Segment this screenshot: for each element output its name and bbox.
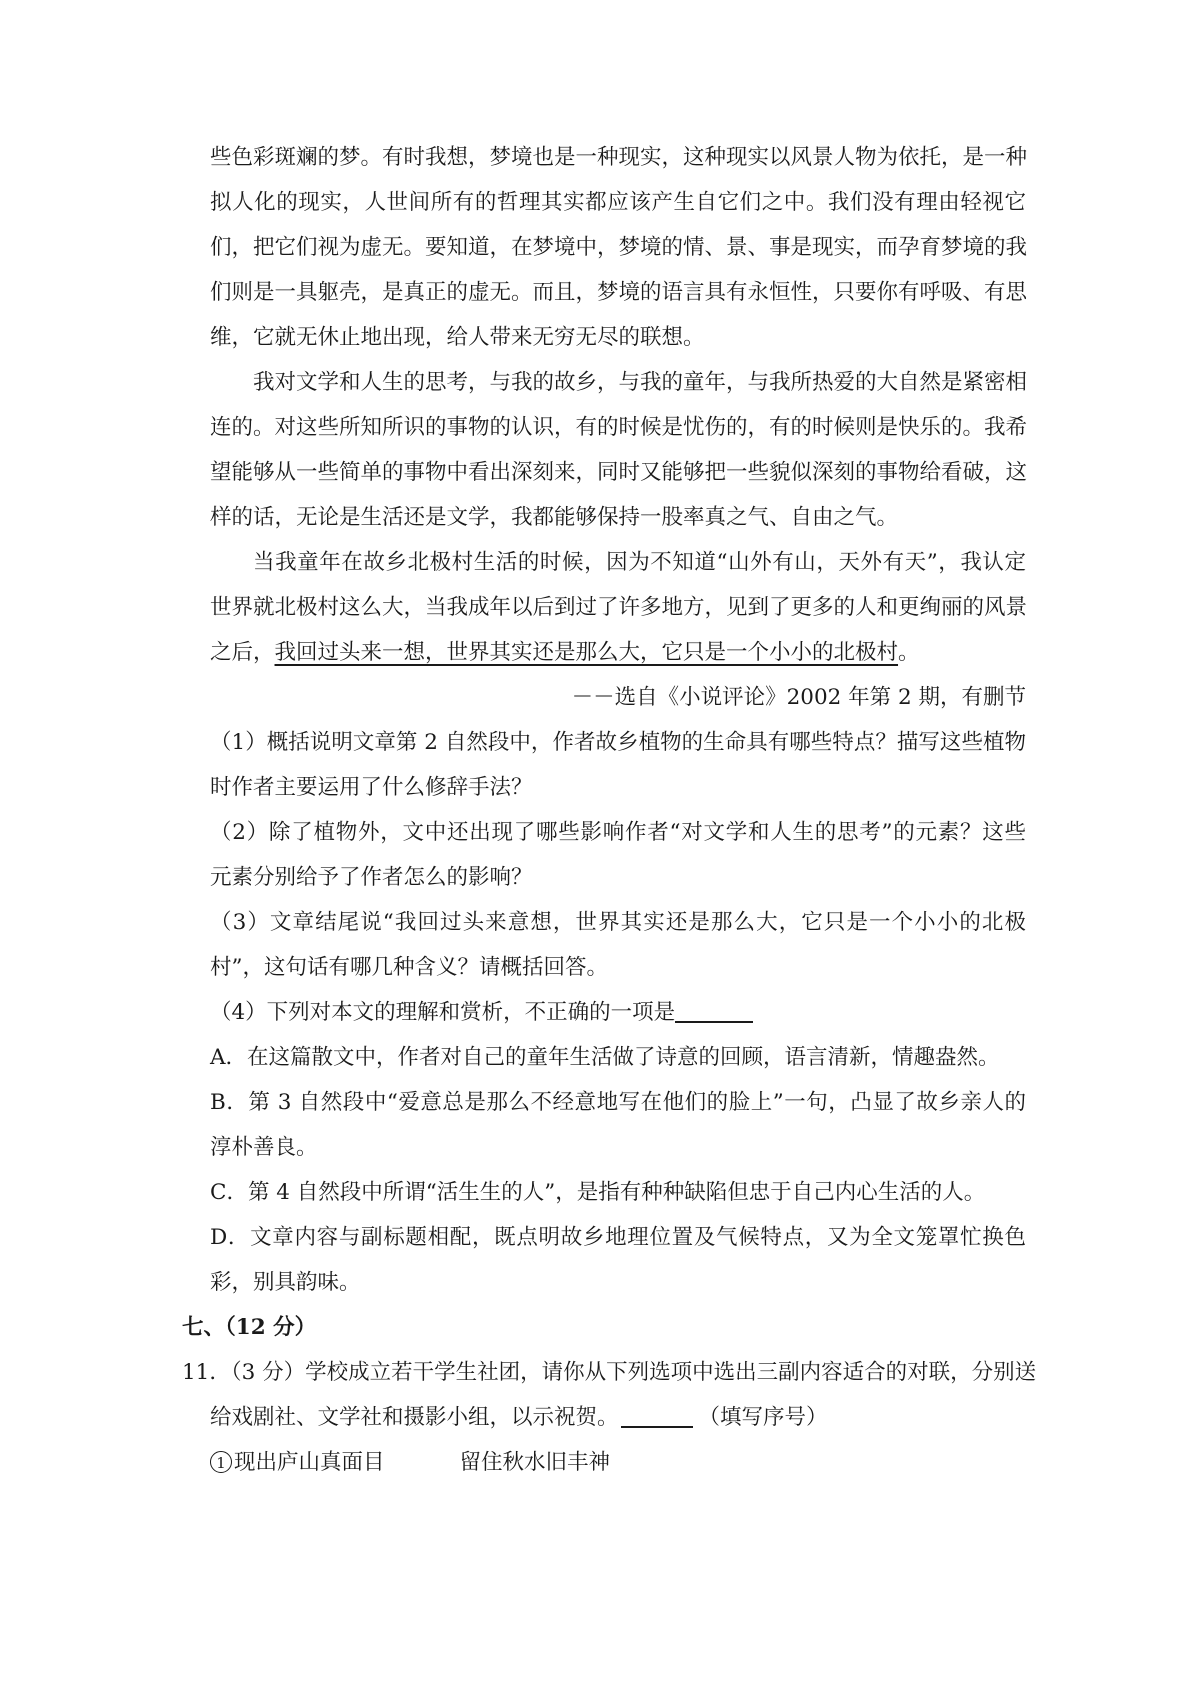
- para3-prefix: 之后，: [210, 640, 275, 665]
- passage-source: －－选自《小说评论》2002 年第 2 期，有删节: [571, 685, 1026, 710]
- passage-para3-line2: 世界就北极村这么大，当我成年以后到过了许多地方，见到了更多的人和更绚丽的风景: [210, 595, 1028, 620]
- question-2-line2: 元素分别给予了作者怎么的影响？: [210, 865, 533, 890]
- passage-para3-line3: [210, 638, 1026, 668]
- passage-para1-line1: 些色彩斑斓的梦。有时我想，梦境也是一种现实，这种现实以风景人物为依托，是一种: [210, 145, 1028, 170]
- option-a: A．在这篇散文中，作者对自己的童年生活做了诗意的回顾，语言清新，情趣盎然。: [210, 1045, 1000, 1070]
- question-1-line1: （1）概括说明文章第 2 自然段中，作者故乡植物的生命具有哪些特点？描写这些植物: [210, 730, 1026, 755]
- passage-para2-line4: 样的话，无论是生活还是文学，我都能够保持一股率真之气、自由之气。: [210, 505, 899, 530]
- couplet-left: 现出庐山真面目: [234, 1450, 385, 1475]
- passage-para2-line1: 我对文学和人生的思考，与我的故乡，与我的童年，与我所热爱的大自然是紧密相: [253, 370, 1028, 395]
- option-b-line2: 淳朴善良。: [210, 1135, 318, 1160]
- option-d-line1: D．文章内容与副标题相配，既点明故乡地理位置及气候特点，又为全文笼罩忙换色: [210, 1225, 1026, 1250]
- passage-para1-line2: 拟人化的现实，人世间所有的哲理其实都应该产生自它们之中。我们没有理由轻视它: [210, 190, 1026, 215]
- question-3-line2: 村”，这句话有哪几种含义？请概括回答。: [210, 955, 608, 980]
- question-4: [210, 998, 1026, 1028]
- question-2-line1: （2）除了植物外，文中还出现了哪些影响作者“对文学和人生的思考”的元素？这些: [210, 820, 1026, 845]
- para3-suffix: 。: [898, 640, 920, 665]
- option-b-line1: B．第 3 自然段中“爱意总是那么不经意地写在他们的脸上”一句，凸显了故乡亲人的: [210, 1090, 1026, 1115]
- question-3-line1: （3）文章结尾说“我回过头来意想，世界其实还是那么大，它只是一个小小的北极: [210, 910, 1026, 935]
- circled-number: 1: [210, 1451, 232, 1473]
- question-4-text: （4）下列对本文的理解和赏析，不正确的一项是: [210, 1000, 676, 1025]
- option-d-line2: 彩，别具韵味。: [210, 1270, 361, 1295]
- answer-blank: [621, 1404, 693, 1428]
- passage-para2-line3: 望能够从一些简单的事物中看出深刻来，同时又能够把一些貌似深刻的事物给看破，这: [210, 460, 1028, 485]
- passage-para1-line3: 们，把它们视为虚无。要知道，在梦境中，梦境的情、景、事是现实，而孕育梦境的我: [210, 235, 1028, 260]
- question-11-line2: [210, 1403, 1026, 1433]
- underlined-sentence: 我回过头来一想，世界其实还是那么大，它只是一个小小的北极村: [274, 640, 899, 665]
- passage-para3-line1: 当我童年在故乡北极村生活的时候，因为不知道“山外有山，天外有天”，我认定: [253, 550, 1026, 575]
- option-c: C．第 4 自然段中所谓“活生生的人”，是指有种种缺陷但忠于自己内心生活的人。: [210, 1180, 986, 1205]
- couplet-right: 留住秋水旧丰神: [459, 1450, 611, 1475]
- question-11-line2-text: 给戏剧社、文学社和摄影小组，以示祝贺。: [210, 1405, 619, 1430]
- passage-para2-line2: 连的。对这些所知所识的事物的认识，有的时候是忧伤的，有的时候则是快乐的。我希: [210, 415, 1028, 440]
- question-1-line2: 时作者主要运用了什么修辞手法？: [210, 775, 533, 800]
- question-11-line1: 11．（3 分）学校成立若干学生社团，请你从下列选项中选出三副内容适合的对联，分别送: [182, 1360, 1037, 1385]
- passage-para1-line4: 们则是一具躯壳，是真正的虚无。而且，梦境的语言具有永恒性，只要你有呼吸、有思: [210, 280, 1028, 305]
- answer-blank: [675, 999, 753, 1023]
- couplet-item-1: [210, 1448, 1026, 1478]
- section-heading: 七、（12 分）: [182, 1315, 317, 1340]
- question-11-line2-suffix: （填写序号）: [698, 1405, 828, 1430]
- passage-para1-line5: 维，它就无休止地出现，给人带来无穷无尽的联想。: [210, 325, 705, 350]
